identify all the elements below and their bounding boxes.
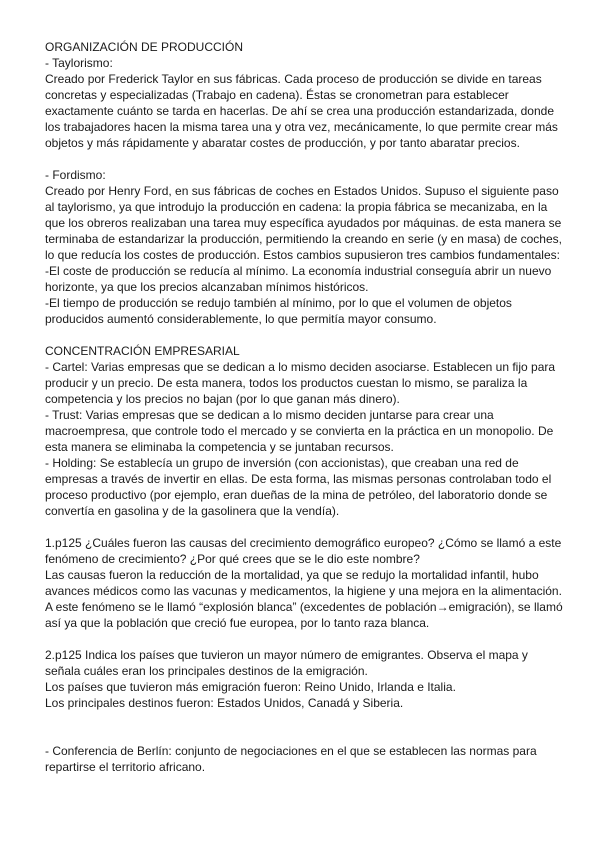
paragraph-line: - Conferencia de Berlín: conjunto de negociaciones en el que se establecen las normas para xyxy=(45,744,537,758)
paragraph-line: lo que reducía los costes de producción. Estos cambios supusieron tres cambios fundamentales: xyxy=(45,248,560,262)
paragraph-line: 2.p125 Indica los países que tuvieron un mayor número de emigrantes. Observa el mapa y xyxy=(45,648,528,662)
paragraph-line: Las causas fueron la reducción de la mortalidad, ya que se redujo la mortalidad infantil, hubo xyxy=(45,568,539,582)
paragraph-line: así ya que la población que creció fue europea, por lo tanto raza blanca. xyxy=(45,616,430,630)
paragraph-line: Los principales destinos fueron: Estados Unidos, Canadá y Siberia. xyxy=(45,696,404,710)
paragraph-line: objetos y más rápidamente y abaratar costes de producción, y por tanto abaratar precios. xyxy=(45,136,520,150)
paragraph-line: A este fenómeno se le llamó “explosión blanca” (excedentes de población→emigración), se llamó xyxy=(45,600,563,614)
paragraph-line: terminaba de estandarizar la producción, permitiendo la creando en serie (y en masa) de coches, xyxy=(45,232,562,246)
paragraph-line: repartirse el territorio africano. xyxy=(45,760,206,774)
paragraph-line: avances médicos como las vacunas y medicamentos, la higiene y una mejora en la alimentación. xyxy=(45,584,562,598)
paragraph-line: proceso productivo (por ejemplo, eran dueñas de la mina de petróleo, del laboratorio donde se xyxy=(45,488,548,502)
paragraph-gap xyxy=(45,327,565,343)
paragraph-line: -El coste de producción se reducía al mínimo. La economía industrial conseguía abrir un nuevo xyxy=(45,264,552,278)
paragraph-line: competencia y los precios no bajan (por lo que ganan más dinero). xyxy=(45,392,400,406)
concentration-section xyxy=(45,343,565,519)
paragraph-line: horizonte, ya que los precios alcanzaban mínimos históricos. xyxy=(45,280,369,294)
taylorismo-label: - Taylorismo: xyxy=(45,56,113,70)
paragraph-line: fenómeno de crecimiento? ¿Por qué crees que se le dio este nombre? xyxy=(45,552,420,566)
paragraph-line: esta manera se eliminaba la competencia y se juntaban recursos. xyxy=(45,440,394,454)
paragraph-line: macroempresa, que controle todo el mercado y se convierta en la práctica en un monopolio. De xyxy=(45,424,554,438)
document-page xyxy=(45,39,565,775)
paragraph-line: concretas y especializadas (Trabajo en cadena). Éstas se cronometran para establecer xyxy=(45,88,509,102)
paragraph-line: Creado por Henry Ford, en sus fábricas de coches en Estados Unidos. Supuso el siguiente paso xyxy=(45,184,559,198)
paragraph-line: - Cartel: Varias empresas que se dedican a lo mismo deciden asociarse. Establecen un fijo para xyxy=(45,360,556,374)
paragraph-line: convertía en gasolina y de la gasolinera que la vendía). xyxy=(45,504,340,518)
paragraph-gap xyxy=(45,151,565,167)
taylorismo-section xyxy=(45,55,565,151)
paragraph-line: empresas a través de invertir en ellas. De esta forma, las mismas personas controlaban todo el xyxy=(45,472,552,486)
paragraph-line: producir y un precio. De esta manera, todos los productos cuestan lo mismo, se paraliza la xyxy=(45,376,528,390)
fordismo-section xyxy=(45,167,565,327)
paragraph-line: Los países que tuvieron más emigración fueron: Reino Unido, Irlanda e Italia. xyxy=(45,680,456,694)
section-heading-concentration: CONCENTRACIÓN EMPRESARIAL xyxy=(45,344,240,358)
paragraph-line: - Trust: Varias empresas que se dedican a lo mismo deciden juntarse para crear una xyxy=(45,408,494,422)
paragraph-line: -El tiempo de producción se redujo también al mínimo, por lo que el volumen de objetos xyxy=(45,296,512,310)
paragraph-line: señala cuáles eran los principales destinos de la emigración. xyxy=(45,664,368,678)
paragraph-line: Creado por Frederick Taylor en sus fábricas. Cada proceso de producción se divide en tareas xyxy=(45,72,542,86)
paragraph-line: producidos aumentó considerablemente, lo que permitía mayor consumo. xyxy=(45,312,437,326)
berlin-conference-section xyxy=(45,743,565,775)
paragraph-line: exactamente cuánto se tarda en hacerlas. De ahí se crea una producción estandarizada, donde xyxy=(45,104,554,118)
paragraph-gap xyxy=(45,711,565,743)
question-1-section xyxy=(45,535,565,631)
paragraph-line: los trabajadores hacen la misma tarea una y otra vez, mecánicamente, lo que permite crear más xyxy=(45,120,558,134)
paragraph-line: 1.p125 ¿Cuáles fueron las causas del crecimiento demográfico europeo? ¿Cómo se llamó a este xyxy=(45,536,562,550)
paragraph-gap xyxy=(45,519,565,535)
paragraph-line: - Holding: Se establecía un grupo de inversión (con accionistas), que creaban una red de xyxy=(45,456,519,470)
fordismo-label: - Fordismo: xyxy=(45,168,106,182)
paragraph-gap xyxy=(45,631,565,647)
section-heading-production: ORGANIZACIÓN DE PRODUCCIÓN xyxy=(45,40,244,54)
question-2-section xyxy=(45,647,565,711)
paragraph-line: al taylorismo, ya que introdujo la producción en cadena: la propia fábrica se mecanizaba, en la xyxy=(45,200,548,214)
paragraph-line: que los obreros realizaban una tarea muy específica ayudados por máquinas. de esta manera se xyxy=(45,216,562,230)
